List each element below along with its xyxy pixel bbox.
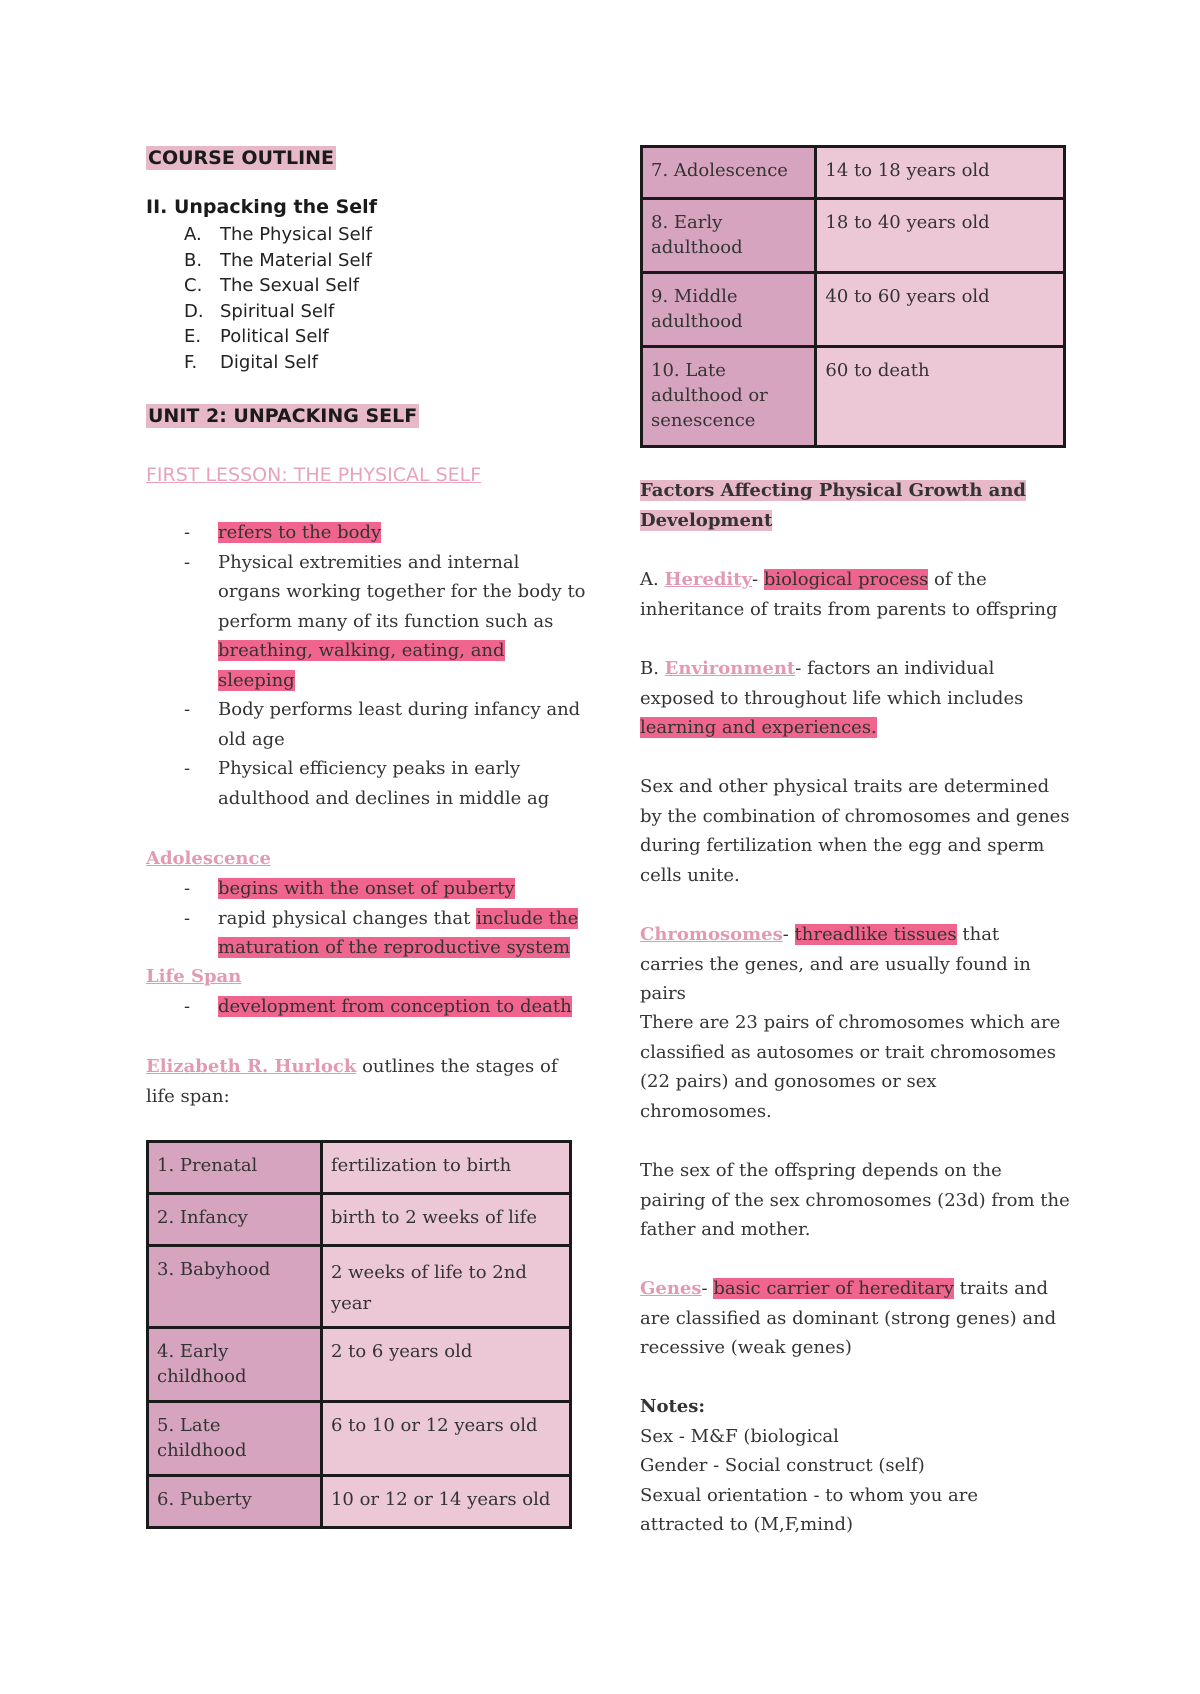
outline-item: C. The Sexual Self — [184, 275, 360, 296]
table-row: 8. Early adulthood 18 to 40 years old — [642, 199, 1065, 273]
outline-item: A. The Physical Self — [184, 224, 372, 245]
lifespan-term: Life Span — [146, 966, 242, 987]
lifespan-bullets — [146, 992, 586, 1022]
unit-title: UNIT 2: UNPACKING SELF — [148, 405, 418, 427]
table-row: 5. Late childhood 6 to 10 or 12 years old — [148, 1402, 571, 1476]
list-item: - rapid physical changes that include the maturation of the reproductive system — [146, 904, 586, 963]
heredity-paragraph: A. Heredity- biological process of the inheritance of traits from parents to offspring — [640, 569, 1058, 620]
table-row: 9. Middle adulthood 40 to 60 years old — [642, 273, 1065, 347]
adolescence-bullets — [146, 874, 586, 963]
outline-unit-heading: II. Unpacking the Self — [146, 196, 377, 218]
list-item: - refers to the body — [146, 518, 586, 548]
course-outline-heading: COURSE OUTLINE — [148, 147, 335, 169]
notes-line: Sex - M&F (biological — [640, 1425, 839, 1447]
table-row: 3. Babyhood 2 weeks of life to 2nd year — [148, 1246, 571, 1328]
genes-paragraph: Genes- basic carrier of hereditary traits and are classified as dominant (strong genes) and recessive (weak genes) — [640, 1278, 1057, 1358]
table-row: 10. Late adulthood or senescence 60 to death — [642, 347, 1065, 447]
offspring-paragraph: The sex of the offspring depends on the pairing of the sex chromosomes (23d) from the father and mother. — [640, 1160, 1070, 1240]
notes-line: Sexual orientation - to whom you are attracted to (M,F,mind) — [640, 1484, 979, 1535]
notes-line: Gender - Social construct (self) — [640, 1455, 925, 1476]
outline-list — [146, 222, 372, 375]
life-stages-table-2 — [640, 145, 1066, 448]
sex-traits-paragraph: Sex and other physical traits are determined by the combination of chromosomes and genes during fertilization when the egg and sperm cells unite. — [640, 776, 1070, 886]
life-stages-table-1 — [146, 1140, 572, 1529]
notes — [640, 1392, 1065, 1540]
lesson-title: FIRST LESSON: THE PHYSICAL SELF — [146, 464, 482, 486]
hurlock-intro: Elizabeth R. Hurlock outlines the stages of life span: — [146, 1056, 558, 1107]
pairs-paragraph: There are 23 pairs of chromosomes which are classified as autosomes or trait chromosomes (22 pairs) and gonosomes or sex chromosomes. — [640, 1012, 1061, 1122]
chromosomes-paragraph: Chromosomes- threadlike tissues that carries the genes, and are usually found in pairs — [640, 924, 1031, 1004]
table-row: 2. Infancy birth to 2 weeks of life — [148, 1194, 571, 1246]
outline-item: F. Digital Self — [184, 351, 318, 373]
table-row: 6. Puberty 10 or 12 or 14 years old — [148, 1476, 571, 1528]
list-item: - begins with the onset of puberty — [146, 874, 586, 904]
environment-paragraph: B. Environment- factors an individual exposed to throughout life which includes learning and experiences. — [640, 658, 1024, 738]
table-row: 7. Adolescence 14 to 18 years old — [642, 147, 1065, 199]
outline-item: B. The Material Self — [184, 249, 372, 271]
factors-heading: Factors Affecting Physical Growth and Development — [640, 480, 1027, 531]
list-item: - Physical extremities and internal organs working together for the body to perform many of its function such as breathing, walking, eating, and sleeping — [146, 548, 586, 696]
list-item: - Body performs least during infancy and old age — [146, 695, 586, 754]
table-row: 4. Early childhood 2 to 6 years old — [148, 1328, 571, 1402]
physical-self-bullets — [146, 518, 586, 813]
list-item: - development from conception to death — [146, 992, 586, 1022]
adolescence-term: Adolescence — [146, 848, 271, 869]
table-row: 1. Prenatal fertilization to birth — [148, 1142, 571, 1194]
list-item: - Physical efficiency peaks in early adulthood and declines in middle ag — [146, 754, 586, 813]
outline-item: E. Political Self — [184, 326, 329, 347]
notes-title: Notes: — [640, 1396, 706, 1417]
outline-item: D. Spiritual Self — [184, 300, 335, 322]
